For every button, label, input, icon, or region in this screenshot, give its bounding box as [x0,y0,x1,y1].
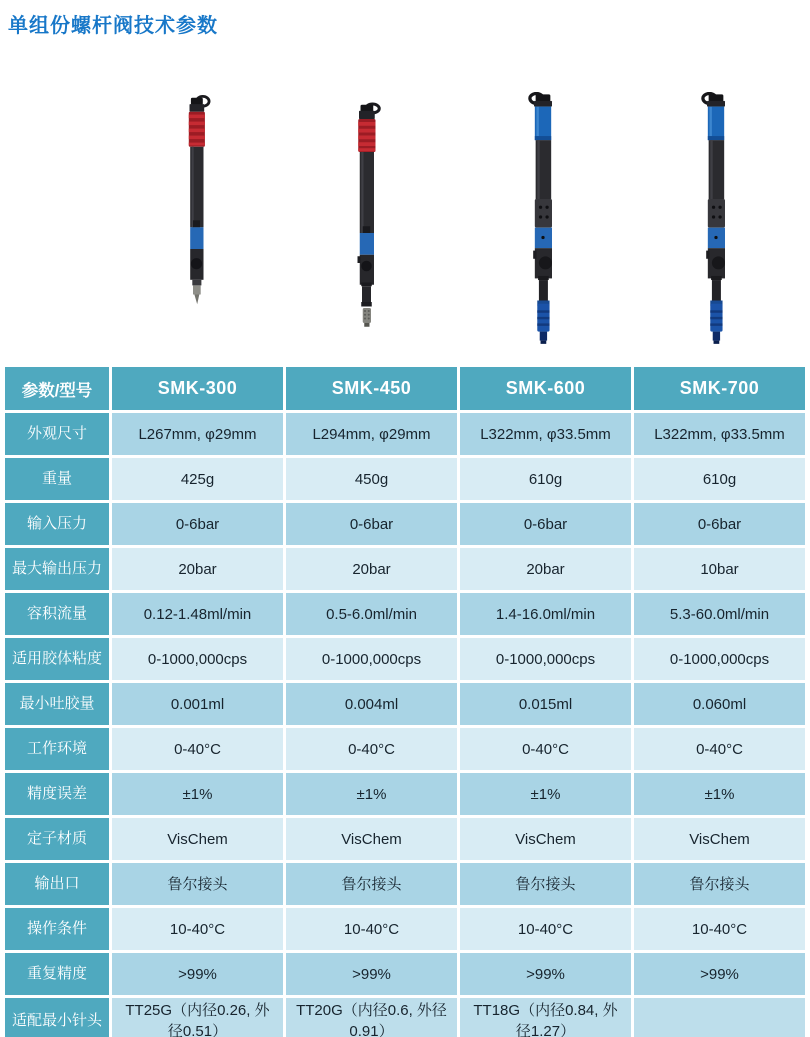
spec-table [2,364,808,1037]
table-row [5,593,805,635]
page-title: 单组份螺杆阀技术参数 [8,15,218,37]
spec-cell: L294mm, φ29mm [286,413,457,455]
spec-cell: 0.004ml [286,683,457,725]
spec-cell: ±1% [634,773,805,815]
spec-cell: 0.12-1.48ml/min [112,593,283,635]
row-label: 操作条件 [5,908,109,950]
spec-cell: 10-40°C [460,908,631,950]
spec-cell: L267mm, φ29mm [112,413,283,455]
spec-cell: L322mm, φ33.5mm [460,413,631,455]
spec-cell: 1.4-16.0ml/min [460,593,631,635]
spec-cell: 20bar [460,548,631,590]
table-row [5,683,805,725]
spec-cell: 0-6bar [112,503,283,545]
spec-cell: 0.5-6.0ml/min [286,593,457,635]
table-row [5,413,805,455]
spec-cell: 10-40°C [112,908,283,950]
row-label: 容积流量 [5,593,109,635]
corner-header-cell: 参数/型号 [5,367,109,410]
table-header-row [5,367,805,410]
spec-cell: 0.060ml [634,683,805,725]
row-label: 适配最小针头 [5,998,109,1037]
table-row [5,548,805,590]
row-label: 外观尺寸 [5,413,109,455]
spec-cell: 450g [286,458,457,500]
table-row [5,863,805,905]
spec-cell: VisChem [460,818,631,860]
row-label: 适用胶体粘度 [5,638,109,680]
spec-cell: 610g [634,458,805,500]
spec-cell: ±1% [460,773,631,815]
table-row [5,953,805,995]
spec-cell: 20bar [112,548,283,590]
product-photos [0,38,810,364]
spec-cell: 0-40°C [460,728,631,770]
spec-cell [634,998,805,1037]
spec-cell: 0-1000,000cps [112,638,283,680]
spec-cell: 鲁尔接头 [286,863,457,905]
spec-cell: 10-40°C [286,908,457,950]
table-row [5,638,805,680]
row-label: 输入压力 [5,503,109,545]
spec-cell: 5.3-60.0ml/min [634,593,805,635]
spec-cell: 0-6bar [460,503,631,545]
spec-cell: 10bar [634,548,805,590]
spec-cell: 鲁尔接头 [460,863,631,905]
table-row [5,458,805,500]
table-row [5,503,805,545]
spec-cell: 鲁尔接头 [112,863,283,905]
row-label: 精度误差 [5,773,109,815]
column-header-smk-450: SMK-450 [286,367,457,410]
spec-cell: VisChem [112,818,283,860]
spec-cell: TT25G（内径0.26, 外径0.51） [112,998,283,1037]
spec-cell: 10-40°C [634,908,805,950]
row-label: 定子材质 [5,818,109,860]
spec-cell: 0-6bar [634,503,805,545]
spec-cell: TT18G（内径0.84, 外径1.27） [460,998,631,1037]
spec-cell: VisChem [286,818,457,860]
spec-cell: 0-6bar [286,503,457,545]
table-row [5,998,805,1037]
spec-table-rows [5,413,805,1037]
spec-cell: 610g [460,458,631,500]
spec-cell: 鲁尔接头 [634,863,805,905]
spec-cell: >99% [460,953,631,995]
row-label: 工作环境 [5,728,109,770]
spec-cell: 0-40°C [634,728,805,770]
column-header-smk-600: SMK-600 [460,367,631,410]
valve-photo-smk-300 [181,95,212,305]
table-row [5,773,805,815]
valve-photo-smk-450 [350,100,383,330]
column-header-smk-300: SMK-300 [112,367,283,410]
row-label: 最小吐胶量 [5,683,109,725]
valve-photo-smk-700 [698,92,734,347]
row-label: 输出口 [5,863,109,905]
spec-cell: 0.001ml [112,683,283,725]
table-row [5,728,805,770]
spec-cell: >99% [286,953,457,995]
row-label: 重复精度 [5,953,109,995]
table-row [5,818,805,860]
spec-cell: TT20G（内径0.6, 外径0.91） [286,998,457,1037]
column-header-smk-700: SMK-700 [634,367,805,410]
spec-cell: 0.015ml [460,683,631,725]
spec-cell: 20bar [286,548,457,590]
spec-cell: 0-1000,000cps [286,638,457,680]
row-label: 最大输出压力 [5,548,109,590]
row-label: 重量 [5,458,109,500]
spec-cell: ±1% [112,773,283,815]
spec-cell: 425g [112,458,283,500]
spec-cell: 0-1000,000cps [460,638,631,680]
valve-photo-smk-600 [525,92,561,347]
spec-cell: 0-40°C [286,728,457,770]
spec-cell: L322mm, φ33.5mm [634,413,805,455]
spec-cell: >99% [634,953,805,995]
table-row [5,908,805,950]
spec-cell: >99% [112,953,283,995]
spec-cell: ±1% [286,773,457,815]
spec-cell: 0-1000,000cps [634,638,805,680]
spec-cell: 0-40°C [112,728,283,770]
spec-cell: VisChem [634,818,805,860]
